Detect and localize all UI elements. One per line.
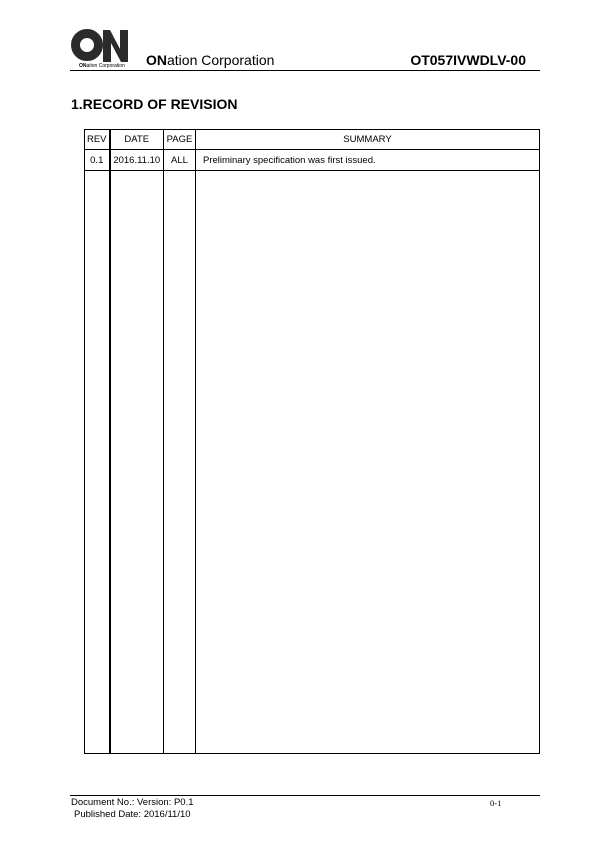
company-name: ONation Corporation	[146, 52, 275, 68]
footer-published-date: Published Date: 2016/11/10	[74, 809, 191, 820]
summary-cell: Preliminary specification was first issued.	[196, 150, 540, 171]
logo-caption: ONation Corporation	[79, 63, 125, 69]
document-id: OT057IVWDLV-00	[410, 52, 526, 68]
date-cell: 2016.11.10	[110, 150, 164, 171]
table-row-empty	[85, 171, 540, 754]
column-header-date: DATE	[110, 130, 164, 150]
footer-page-number: 0-1	[490, 798, 502, 808]
table-row	[85, 150, 540, 171]
rev-cell: 0.1	[85, 150, 110, 171]
empty-cell	[196, 171, 540, 754]
footer-document-number: Document No.: Version: P0.1	[71, 797, 194, 808]
section-title: 1.RECORD OF REVISION	[71, 96, 238, 112]
column-header-rev: REV	[85, 130, 110, 150]
empty-cell	[85, 171, 110, 754]
column-header-page: PAGE	[164, 130, 196, 150]
column-header-summary: SUMMARY	[196, 130, 540, 150]
on-logo-icon	[71, 28, 129, 62]
page-cell: ALL	[164, 150, 196, 171]
footer-divider	[70, 795, 540, 796]
header-divider	[70, 70, 540, 71]
empty-cell	[110, 171, 164, 754]
company-logo	[71, 28, 129, 72]
table-header-row	[85, 130, 540, 150]
empty-cell	[164, 171, 196, 754]
revision-table	[84, 129, 540, 754]
